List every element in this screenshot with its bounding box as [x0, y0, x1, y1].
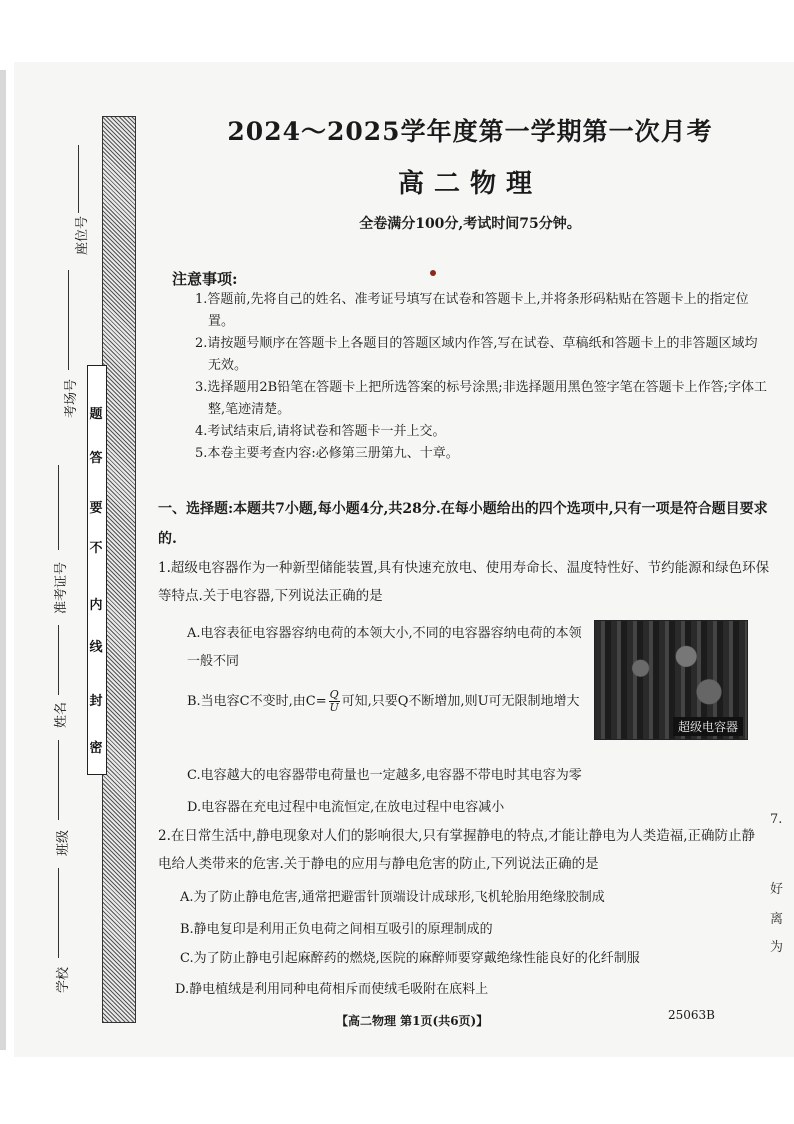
paper-code: 25063B [668, 1008, 715, 1022]
question-2-option-a: A.为了防止静电危害,通常把避雷针顶端设计成球形,飞机轮胎用绝缘胶制成 [180, 890, 605, 905]
question-2-option-b: B.静电复印是利用正负电荷之间相互吸引的原理制成的 [180, 922, 493, 937]
name-label: 姓名 [54, 701, 69, 728]
school-label: 学校 [56, 966, 71, 993]
binding-hatch-strip [102, 116, 136, 1023]
subject-title: 高二物理 [397, 169, 542, 199]
exam-title: 2024～2025学年度第一学期第一次月考 [227, 117, 713, 146]
seal-line-box [87, 365, 107, 775]
section-heading: 一、选择题:本题共7小题,每小题4分,共28分.在每小题给出的四个选项中,只有一项是符合题目要求的. [158, 501, 768, 547]
page-footer: 【高二物理 第1页(共6页)】 [336, 1014, 489, 1028]
seal-char: 密 [89, 741, 103, 756]
next-page-fragment: 7. [770, 812, 783, 827]
question-1-stem: 1.超级电容器作为一种新型储能装置,具有快速充放电、使用寿命长、温度特性好、节约能源和绿色环保等特点.关于电容器,下列说法正确的是 [158, 560, 770, 604]
binding-edge [0, 70, 6, 1050]
class-line [58, 740, 59, 820]
notice-title: 注意事项: [172, 270, 238, 288]
class-label: 班级 [56, 829, 71, 856]
seal-char: 答 [89, 451, 103, 466]
notice-list [195, 289, 770, 465]
seat-number-line [78, 145, 79, 213]
question-2-stem: 2.在日常生活中,静电现象对人们的影响很大,只有掌握静电的特点,才能让静电为人类造福,正确防止静电给人类带来的危害.关于静电的应用与静电危害的防止,下列说法正确的是 [158, 828, 756, 872]
notice-item: 5.本卷主要考查内容:必修第三册第九、十章。 [195, 446, 459, 461]
question-2-option-d: D.静电植绒是利用同种电荷相斥而使绒毛吸附在底料上 [175, 982, 489, 997]
option-b-text-post: 可知,只要Q不断增加,则U可无限制地增大 [341, 694, 580, 709]
fraction-denominator: U [329, 701, 339, 714]
seal-char: 要 [89, 501, 103, 516]
question-1-option-b [187, 688, 587, 716]
question-1-option-d: D.电容器在充电过程中电流恒定,在放电过程中电容减小 [187, 800, 505, 815]
ink-dot [430, 270, 436, 276]
admission-number-label: 准考证号 [54, 561, 69, 614]
admission-number-line [58, 465, 59, 550]
question-1-option-a: A.电容表征电容器容纳电荷的本领大小,不同的电容器容纳电荷的本领一般不同 [187, 626, 582, 669]
fraction-numerator: Q [329, 688, 339, 701]
option-b-text-pre: B.当电容C不变时,由C= [187, 694, 327, 709]
seal-char: 封 [89, 694, 103, 709]
seal-char: 内 [89, 598, 103, 613]
exam-room-line [68, 270, 69, 370]
photo-caption: 超级电容器 [673, 717, 743, 736]
question-2-option-c: C.为了防止静电引起麻醉药的燃烧,医院的麻醉师要穿戴绝缘性能良好的化纤制服 [180, 951, 640, 966]
notice-item: 3.选择题用2B铅笔在答题卡上把所选答案的标号涂黑;非选择题用黑色签字笔在答题卡上作答;字体工整,笔迹清楚。 [195, 380, 767, 417]
school-line [58, 868, 59, 958]
score-info: 全卷满分100分,考试时间75分钟。 [359, 216, 581, 232]
supercapacitor-photo [594, 620, 748, 740]
question-1-option-c: C.电容越大的电容器带电荷量也一定越多,电容器不带电时其电容为零 [187, 768, 582, 783]
fraction-q-over-u [329, 689, 340, 714]
notice-item: 2.请按题号顺序在答题卡上各题目的答题区域内作答,写在试卷、草稿纸和答题卡上的非答题区域均无效。 [195, 336, 758, 373]
seal-char: 不 [89, 541, 103, 556]
next-page-fragment: 好 [770, 882, 784, 897]
seat-number-label: 座位号 [75, 215, 90, 255]
seal-char: 题 [89, 407, 103, 422]
notice-item: 1.答题前,先将自己的姓名、准考证号填写在试卷和答题卡上,并将条形码粘贴在答题卡上的指定位置。 [195, 292, 749, 329]
next-page-fragment: 离 [770, 912, 784, 927]
name-line [58, 625, 59, 695]
seal-char: 线 [89, 640, 103, 655]
notice-item: 4.考试结束后,请将试卷和答题卡一并上交。 [195, 424, 446, 439]
next-page-fragment: 为 [770, 940, 784, 955]
exam-room-label: 考场号 [64, 378, 79, 418]
